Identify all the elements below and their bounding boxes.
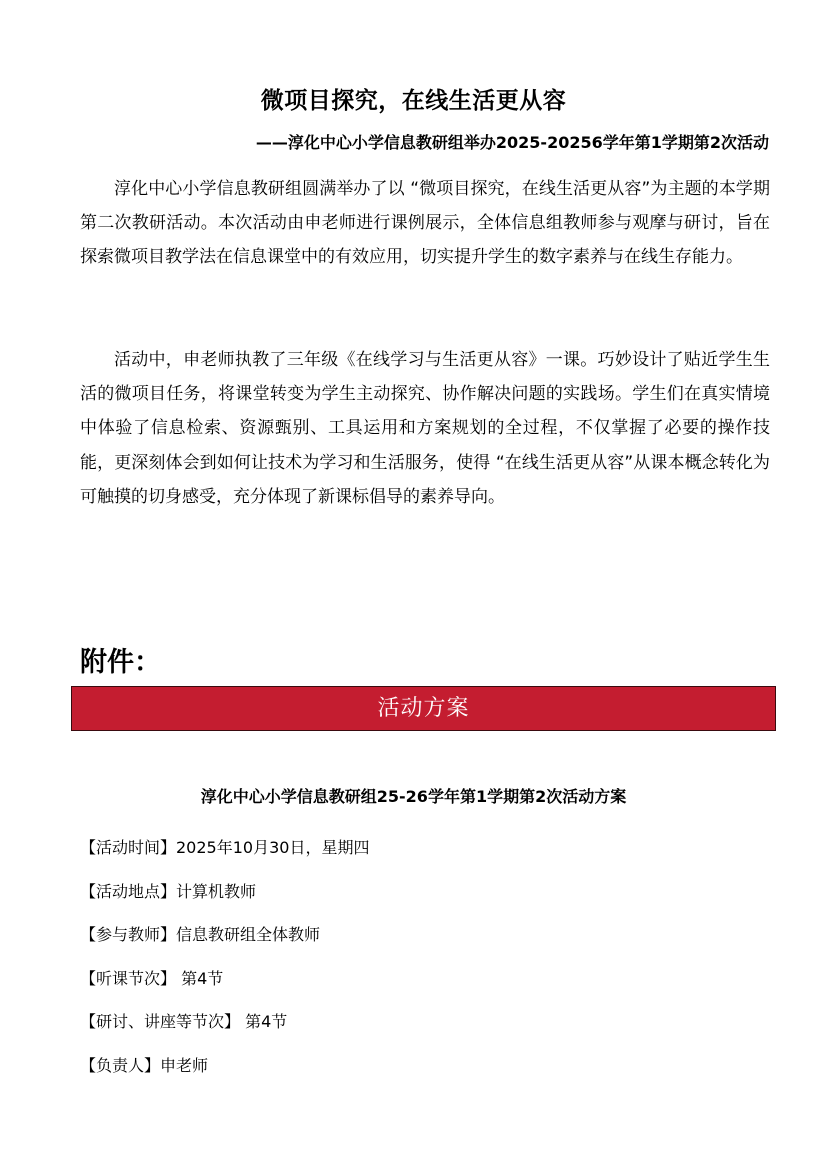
plan-item-location: 【活动地点】计算机教师: [80, 881, 257, 901]
plan-detail-list: [80, 826, 770, 1087]
plan-title: 淳化中心小学信息教研组25-26学年第1学期第2次活动方案: [200, 787, 627, 806]
attachment-heading: 附件：: [80, 647, 161, 678]
body-paragraph: 淳化中心小学信息教研组圆满举办了以 “微项目探究，在线生活更从容”为主题的本学期第二次教研活动。本次活动由申老师进行课例展示，全体信息组教师参与观摩与研讨，旨在探索微项目教学法在信息课堂中的有效应用，切实提升学生的数字素养与在线生存能力。: [80, 179, 770, 268]
plan-item-seminar-period: 【研讨、讲座等节次】 第4节: [80, 1012, 288, 1031]
plan-item-lesson-period: 【听课节次】 第4节: [80, 968, 224, 988]
article-subtitle: ——淳化中心小学信息教研组举办2025-20256学年第1学期第2次活动: [255, 133, 769, 152]
plan-item-time: 【活动时间】2025年10月30日，星期四: [80, 838, 370, 857]
body-paragraph: 活动中，申老师执教了三年级《在线学习与生活更从容》一课。巧妙设计了贴近学生生活的微项目任务，将课堂转变为学生主动探究、协作解决问题的实践场。学生们在真实情境中体验了信息检索、资源甄别、工具运用和方案规划的全过程，不仅掌握了必要的操作技能，更深刻体会到如何让技术为学习和生活服务，使得 “在线生活更从容”从课本概念转化为可触摸的切身感受，充分体现了新课标倡导的素养导向。: [80, 350, 770, 507]
plan-item-person-in-charge: 【负责人】申老师: [80, 1055, 209, 1075]
plan-item-participants: 【参与教师】信息教研组全体教师: [80, 925, 321, 944]
activity-plan-banner: 活动方案: [71, 686, 776, 731]
article-title: 微项目探究，在线生活更从容: [260, 88, 567, 114]
